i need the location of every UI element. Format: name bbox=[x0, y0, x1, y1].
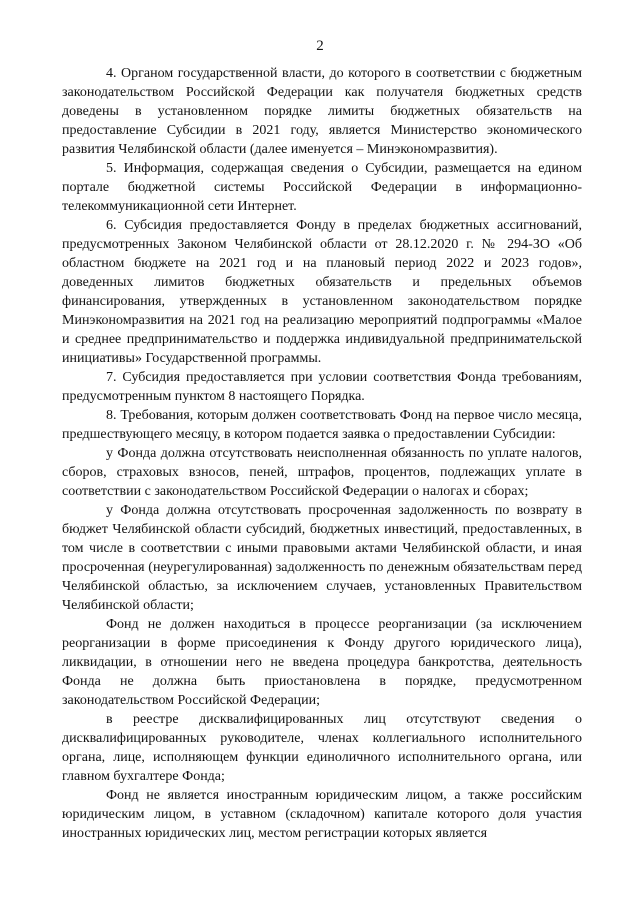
requirement-no-disqualified-persons: в реестре дисквалифицированных лиц отсутствуют сведения о дисквалифицированных руководителе, членах коллегиального исполнительного органа, лице, исполняющем функции единоличного исполнительного органа, или главном бухгалтере Фонда; bbox=[62, 712, 582, 784]
paragraph-5: 5. Информация, содержащая сведения о Субсидии, размещается на едином портале бюджетной системы Российской Федерации в информационно-телекоммуникационной сети Интернет. bbox=[62, 161, 582, 214]
paragraph-4: 4. Органом государственной власти, до которого в соответствии с бюджетным законодательством Российской Федерации как получателя бюджетных средств доведены в установленном порядке лимиты бюджетных обязательств на предоставление Субсидии в 2021 году, является Министерство экономического развития Челябинской области (далее именуется – Минэкономразвития). bbox=[62, 66, 582, 157]
requirement-no-reorganization: Фонд не должен находиться в процессе реорганизации (за исключением реорганизации в форме присоединения к Фонду другого юридического лица), ликвидации, в отношении него не введена процедура банкротства, деятельность Фонда не должна быть приостановлена в порядке, предусмотренном законодательством Российской Федерации; bbox=[62, 617, 582, 708]
requirement-no-tax-debt: у Фонда должна отсутствовать неисполненная обязанность по уплате налогов, сборов, страховых взносов, пеней, штрафов, процентов, подлежащих уплате в соответствии с законодательством Российской Федерации о налогах и сборах; bbox=[62, 446, 582, 499]
paragraph-7: 7. Субсидия предоставляется при условии соответствия Фонда требованиям, предусмотренным пунктом 8 настоящего Порядка. bbox=[62, 370, 582, 404]
requirement-not-foreign-entity: Фонд не является иностранным юридическим лицом, а также российским юридическим лицом, в уставном (складочном) капитале которого доля участия иностранных юридических лиц, местом регистрации которых является bbox=[62, 788, 582, 841]
requirement-no-overdue-debt: у Фонда должна отсутствовать просроченная задолженность по возврату в бюджет Челябинской области субсидий, бюджетных инвестиций, предоставленных, в том числе в соответствии с иными правовыми актами Челябинской области, и иная просроченная (неурегулированная) задолженность по денежным обязательствам перед Челябинской областью, за исключением случаев, установленных Правительством Челябинской области; bbox=[62, 503, 582, 613]
paragraph-8: 8. Требования, которым должен соответствовать Фонд на первое число месяца, предшествующего месяцу, в котором подается заявка о предоставлении Субсидии: bbox=[62, 408, 582, 442]
document-body bbox=[62, 64, 582, 843]
paragraph-6: 6. Субсидия предоставляется Фонду в пределах бюджетных ассигнований, предусмотренных Законом Челябинской области от 28.12.2020 г. № 294-ЗО «Об областном бюджете на 2021 год и на плановый период 2022 и 2023 годов», доведенных лимитов бюджетных обязательств и предельных объемов финансирования, утвержденных в установленном законодательством порядке Минэкономразвития на 2021 год на реализацию мероприятий подпрограммы «Малое и среднее предпринимательство и поддержка индивидуальной предпринимательской инициативы» Государственной программы. bbox=[62, 218, 582, 366]
page-number: 2 bbox=[316, 38, 324, 54]
